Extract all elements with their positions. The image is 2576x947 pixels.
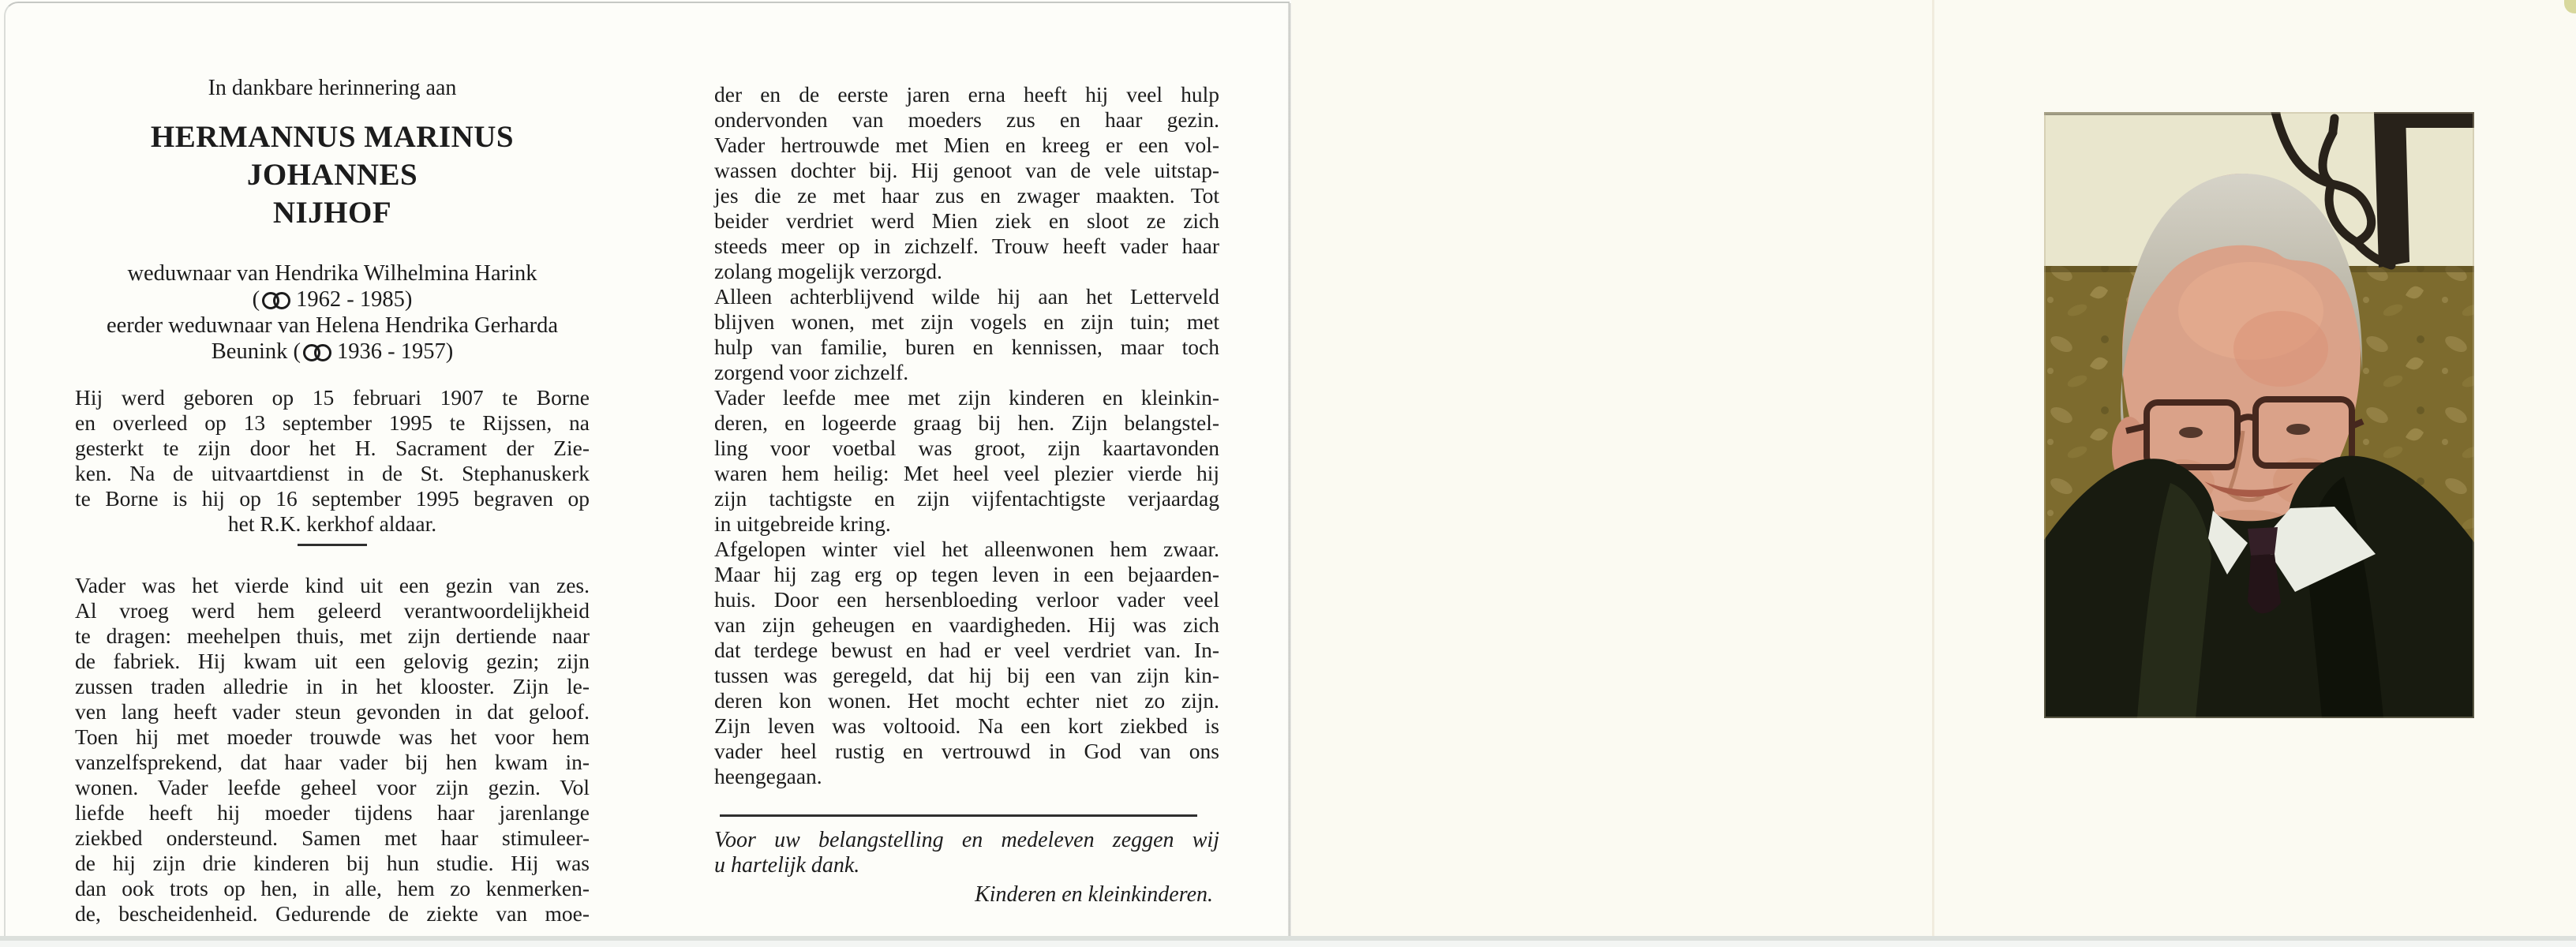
text-line: Hij werd geboren op 15 februari 1907 te Borne: [75, 385, 590, 410]
text-line: der en de eerste jaren erna heeft hij veel hulp: [714, 82, 1219, 107]
text-line: Voor uw belangstelling en medeleven zeggen wij: [714, 828, 1219, 852]
portrait-photo: [2044, 112, 2474, 718]
card-title: In dankbare herinnering aan: [208, 76, 457, 100]
text-line: de hij zijn drie kinderen bij hun studie. Hij was: [75, 851, 590, 875]
text-line: in uitgebreide kring.: [714, 511, 891, 536]
marriage-dates-2: Beunink ( 1936 - 1957): [211, 339, 454, 364]
text-line: zolang mogelijk verzorgd.: [714, 259, 942, 283]
deceased-name-line1: HERMANNUS MARINUS JOHANNES: [150, 120, 515, 192]
text-line: Al vroeg werd hem geleerd verantwoordelijkheid: [75, 598, 590, 623]
card-fold-line: [1288, 3, 1291, 936]
text-line: Vader leefde mee met zijn kinderen en kleinkin-: [714, 385, 1219, 410]
life-story-paragraph: [75, 573, 590, 926]
closing-divider: [720, 814, 1197, 817]
widower-line-2: eerder weduwnaar van Helena Hendrika Gerharda: [106, 313, 559, 338]
text-line: en overleed op 13 september 1995 te Rijssen, na: [75, 410, 590, 435]
deceased-name-line2: NIJHOF: [272, 196, 392, 230]
text-line: Toen hij met moeder trouwde was het voor hem: [75, 724, 590, 749]
text-line: tussen was geregeld, dat hij bij een van zijn kin-: [714, 663, 1219, 687]
final-winter-paragraph: [714, 537, 1219, 789]
text-line: ondervonden van moeders zus en haar gezin.: [714, 107, 1219, 132]
text-line: vader heel rustig en vertrouwd in God van ons: [714, 739, 1219, 763]
text-line: liefde heeft hij moeder tijdens haar jarenlange: [75, 800, 590, 825]
section-divider: [298, 544, 367, 546]
text-line: Vader was het vierde kind uit een gezin van zes.: [75, 573, 590, 597]
text-line: te Borne is hij op 16 september 1995 begraven op: [75, 486, 590, 511]
story-paragraph-continuation: [714, 82, 1219, 284]
text-line: hulp van familie, buren en kennissen, maar toch: [714, 335, 1219, 359]
right-eye: [2286, 424, 2310, 435]
text-line: zijn tachtigste en zijn vijfentachtigste verjaardag: [714, 486, 1219, 511]
text-line: Afgelopen winter viel het alleenwonen hem zwaar.: [714, 537, 1219, 561]
left-eye: [2179, 427, 2203, 438]
thanks-note: [714, 828, 1219, 878]
left-text-column: [75, 0, 590, 926]
text-line: wassen dochter bij. Hij genoot van de vele uitstap-: [714, 158, 1219, 182]
text-line: deren kon wonen. Het mocht echter niet zo zijn.: [714, 688, 1219, 713]
family-paragraph: [714, 385, 1219, 537]
middle-text-column: [714, 0, 1219, 907]
text-line: dat terdege bewust en had er veel verdriet van. In-: [714, 638, 1219, 662]
text-line: de, bescheidenheid. Gedurende de ziekte van moe-: [75, 901, 590, 926]
text-line: zorgend voor zichzelf.: [714, 360, 909, 384]
text-line: van zijn geheugen en vaardigheden. Hij was zich: [714, 612, 1219, 637]
text-line: heengegaan.: [714, 764, 822, 788]
portrait-photo-art: [2044, 112, 2474, 718]
text-line: dan ook trots op hen, in alle, hem zo kenmerken-: [75, 876, 590, 900]
text-line: blijven wonen, met zijn vogels en zijn tuin; met: [714, 309, 1219, 334]
right-page-crease: [1932, 0, 1934, 936]
text-line: Alleen achterblijvend wilde hij aan het Letterveld: [714, 284, 1219, 309]
text-line: Maar hij zag erg op tegen leven in een bejaarden-: [714, 562, 1219, 586]
text-line: Vader hertrouwde met Mien en kreeg er een vol-: [714, 133, 1219, 157]
text-line: jes die ze met haar zus en zwager maakten. Tot: [714, 183, 1219, 208]
text-line: vanzelfsprekend, dat haar vader bij hen kwam in-: [75, 750, 590, 774]
text-line: gesterkt te zijn door het H. Sacrament der Zie-: [75, 436, 590, 460]
marriage-history: [75, 260, 590, 365]
text-line: de fabriek. Hij kwam uit een gelovig gezin; zijn: [75, 649, 590, 673]
deceased-name: [75, 118, 590, 232]
text-line: beider verdriet werd Mien ziek en sloot ze zich: [714, 208, 1219, 233]
letterveld-paragraph: [714, 284, 1219, 385]
text-line: u hartelijk dank.: [714, 853, 860, 878]
text-line: te dragen: meehelpen thuis, met zijn dertiende naar: [75, 623, 590, 648]
text-line: waren hem heilig: Met heel veel plezier vierde hij: [714, 461, 1219, 485]
text-line: ven lang heeft vader steun gevonden in dat geloof.: [75, 699, 590, 724]
signature: Kinderen en kleinkinderen.: [975, 882, 1213, 907]
scanner-background: [0, 941, 2576, 947]
text-line: deren, en logeerde graag bij hen. Zijn belangstel-: [714, 410, 1219, 435]
tie-knot: [2248, 527, 2278, 556]
text-line: het R.K. kerkhof aldaar.: [227, 511, 437, 536]
text-line: ken. Na de uitvaartdienst in de St. Stephanuskerk: [75, 461, 590, 485]
marriage-rings-icon: [303, 344, 331, 361]
birth-death-paragraph: [75, 385, 590, 537]
text-line: ling voor voetbal was groot, zijn kaartavonden: [714, 436, 1219, 460]
text-line: zussen traden alledrie in in het klooster. Zijn le-: [75, 674, 590, 698]
text-line: huis. Door een hersenbloeding verloor vader veel: [714, 587, 1219, 612]
text-line: ziekbed ondersteund. Samen met haar stimuleer-: [75, 825, 590, 850]
widower-line-1: weduwnaar van Hendrika Wilhelmina Harink: [127, 261, 537, 286]
marriage-dates-1: ( 1962 - 1985): [252, 287, 413, 312]
text-line: steeds meer op in zichzelf. Trouw heeft vader haar: [714, 234, 1219, 258]
text-line: Zijn leven was voltooid. Na een kort ziekbed is: [714, 713, 1219, 738]
marriage-rings-icon: [262, 292, 290, 309]
text-line: wonen. Vader leefde geheel voor zijn gezin. Vol: [75, 775, 590, 799]
